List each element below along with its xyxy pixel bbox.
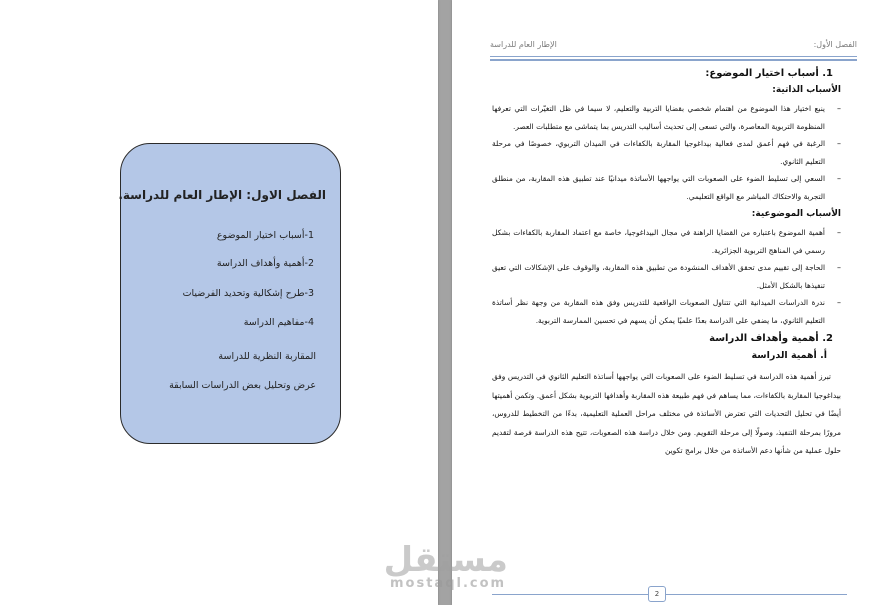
chapter-outline-box bbox=[120, 143, 341, 444]
outline-item: 3-طرح إشكالية وتحديد الفرضيات bbox=[182, 288, 314, 299]
outline-item: 1-أسباب اختيار الموضوع bbox=[216, 230, 314, 241]
watermark-url: mostaql.com bbox=[390, 576, 507, 591]
outline-item: 4-مفاهيم الدراسة bbox=[243, 317, 314, 328]
left-page bbox=[0, 0, 438, 605]
bullet-item: – الرغبة في فهم أعمق لمدى فعالية بيداغوجيا المقاربة بالكفاءات في الميدان التربوي، خصوصًا في مرحلة التعليم الثانوي. bbox=[492, 135, 841, 170]
watermark-logo: مستقل bbox=[383, 540, 508, 580]
header-title: الإطار العام للدراسة bbox=[490, 40, 557, 49]
chapter-title: الفصل الاول: الإطار العام للدراسة. bbox=[118, 188, 326, 202]
header-rule bbox=[490, 56, 857, 57]
bullet-item: – السعي إلى تسليط الضوء على الصعوبات التي يواجهها الأساتذة ميدانيًا عند تطبيق هذه المقاربة، من منطلق التجربة والاحتكاك المباشر مع الواقع التعليمي. bbox=[492, 170, 841, 205]
page-body bbox=[492, 68, 841, 461]
subsection-heading: الأسباب الموضوعية: bbox=[751, 209, 841, 219]
outline-item: 2-أهمية وأهداف الدراسة bbox=[216, 258, 314, 269]
section-heading: 1. أسباب اختيار الموضوع: bbox=[705, 68, 833, 79]
bullet-item: – أهمية الموضوع باعتباره من القضايا الراهنة في مجال البيداغوجيا، خاصة مع اعتماد المقاربة بالكفاءات بشكل رسمي في المناهج التربوية الجزائرية. bbox=[492, 224, 841, 259]
footer-rule bbox=[492, 594, 847, 595]
subsection-heading: أ. أهمية الدراسة bbox=[751, 350, 827, 361]
bullet-item: – ندرة الدراسات الميدانية التي تتناول الصعوبات الواقعية للتدريس وفق هذه المقاربة من وجهة نظر أساتذة التعليم الثانوي، ما يضفي على الدراسة بعدًا علميًا يمكن أن يسهم في تحسين الممارسة التربوية. bbox=[492, 294, 841, 329]
section-heading: 2. أهمية وأهداف الدراسة bbox=[709, 333, 833, 344]
header-rule-thick bbox=[490, 59, 857, 61]
outline-item: المقاربة النظرية للدراسة bbox=[218, 351, 316, 362]
page-number: 2 bbox=[648, 586, 666, 602]
bullet-item: – ينبع اختيار هذا الموضوع من اهتمام شخصي بقضايا التربية والتعليم، لا سيما في ظل التغيّرات التي تعرفها المنظومة التربوية المعاصرة، والتي تسعى إلى تحديث أساليب التدريس بما يتماشى مع متطلبات العصر. bbox=[492, 100, 841, 135]
header-chapter: الفصل الأول: bbox=[813, 40, 857, 49]
outline-item: عرض وتحليل بعض الدراسات السابقة bbox=[169, 380, 316, 391]
right-page bbox=[452, 0, 891, 605]
subsection-heading: الأسباب الذاتية: bbox=[772, 85, 841, 95]
page-header bbox=[490, 40, 857, 52]
bullet-item: – الحاجة إلى تقييم مدى تحقق الأهداف المنشودة من تطبيق هذه المقاربة، والوقوف على الإشكالات التي تعيق تنفيذها بالشكل الأمثل. bbox=[492, 259, 841, 294]
body-paragraph: تبرز أهمية هذه الدراسة في تسليط الضوء على الصعوبات التي يواجهها أساتذة التعليم الثانوي في التدريس وفق بيداغوجيا المقاربة بالكفاءات، مما يساهم في فهم طبيعة هذه المقاربة وأهدافها التربوية بشكل أعمق. وتكمن أهميتها أيضًا في تحليل التحديات التي تعترض الأساتذة في مختلف مراحل العملية التعليمية، بدءًا من التخطيط للدروس، مرورًا بمرحلة التنفيذ، وصولًا إلى مرحلة التقويم. ومن خلال دراسة هذه الصعوبات، تتيح هذه الدراسة فرصة لتقديم حلول عملية من شأنها دعم الأساتذة من خلال برامج تكوين bbox=[492, 372, 841, 455]
